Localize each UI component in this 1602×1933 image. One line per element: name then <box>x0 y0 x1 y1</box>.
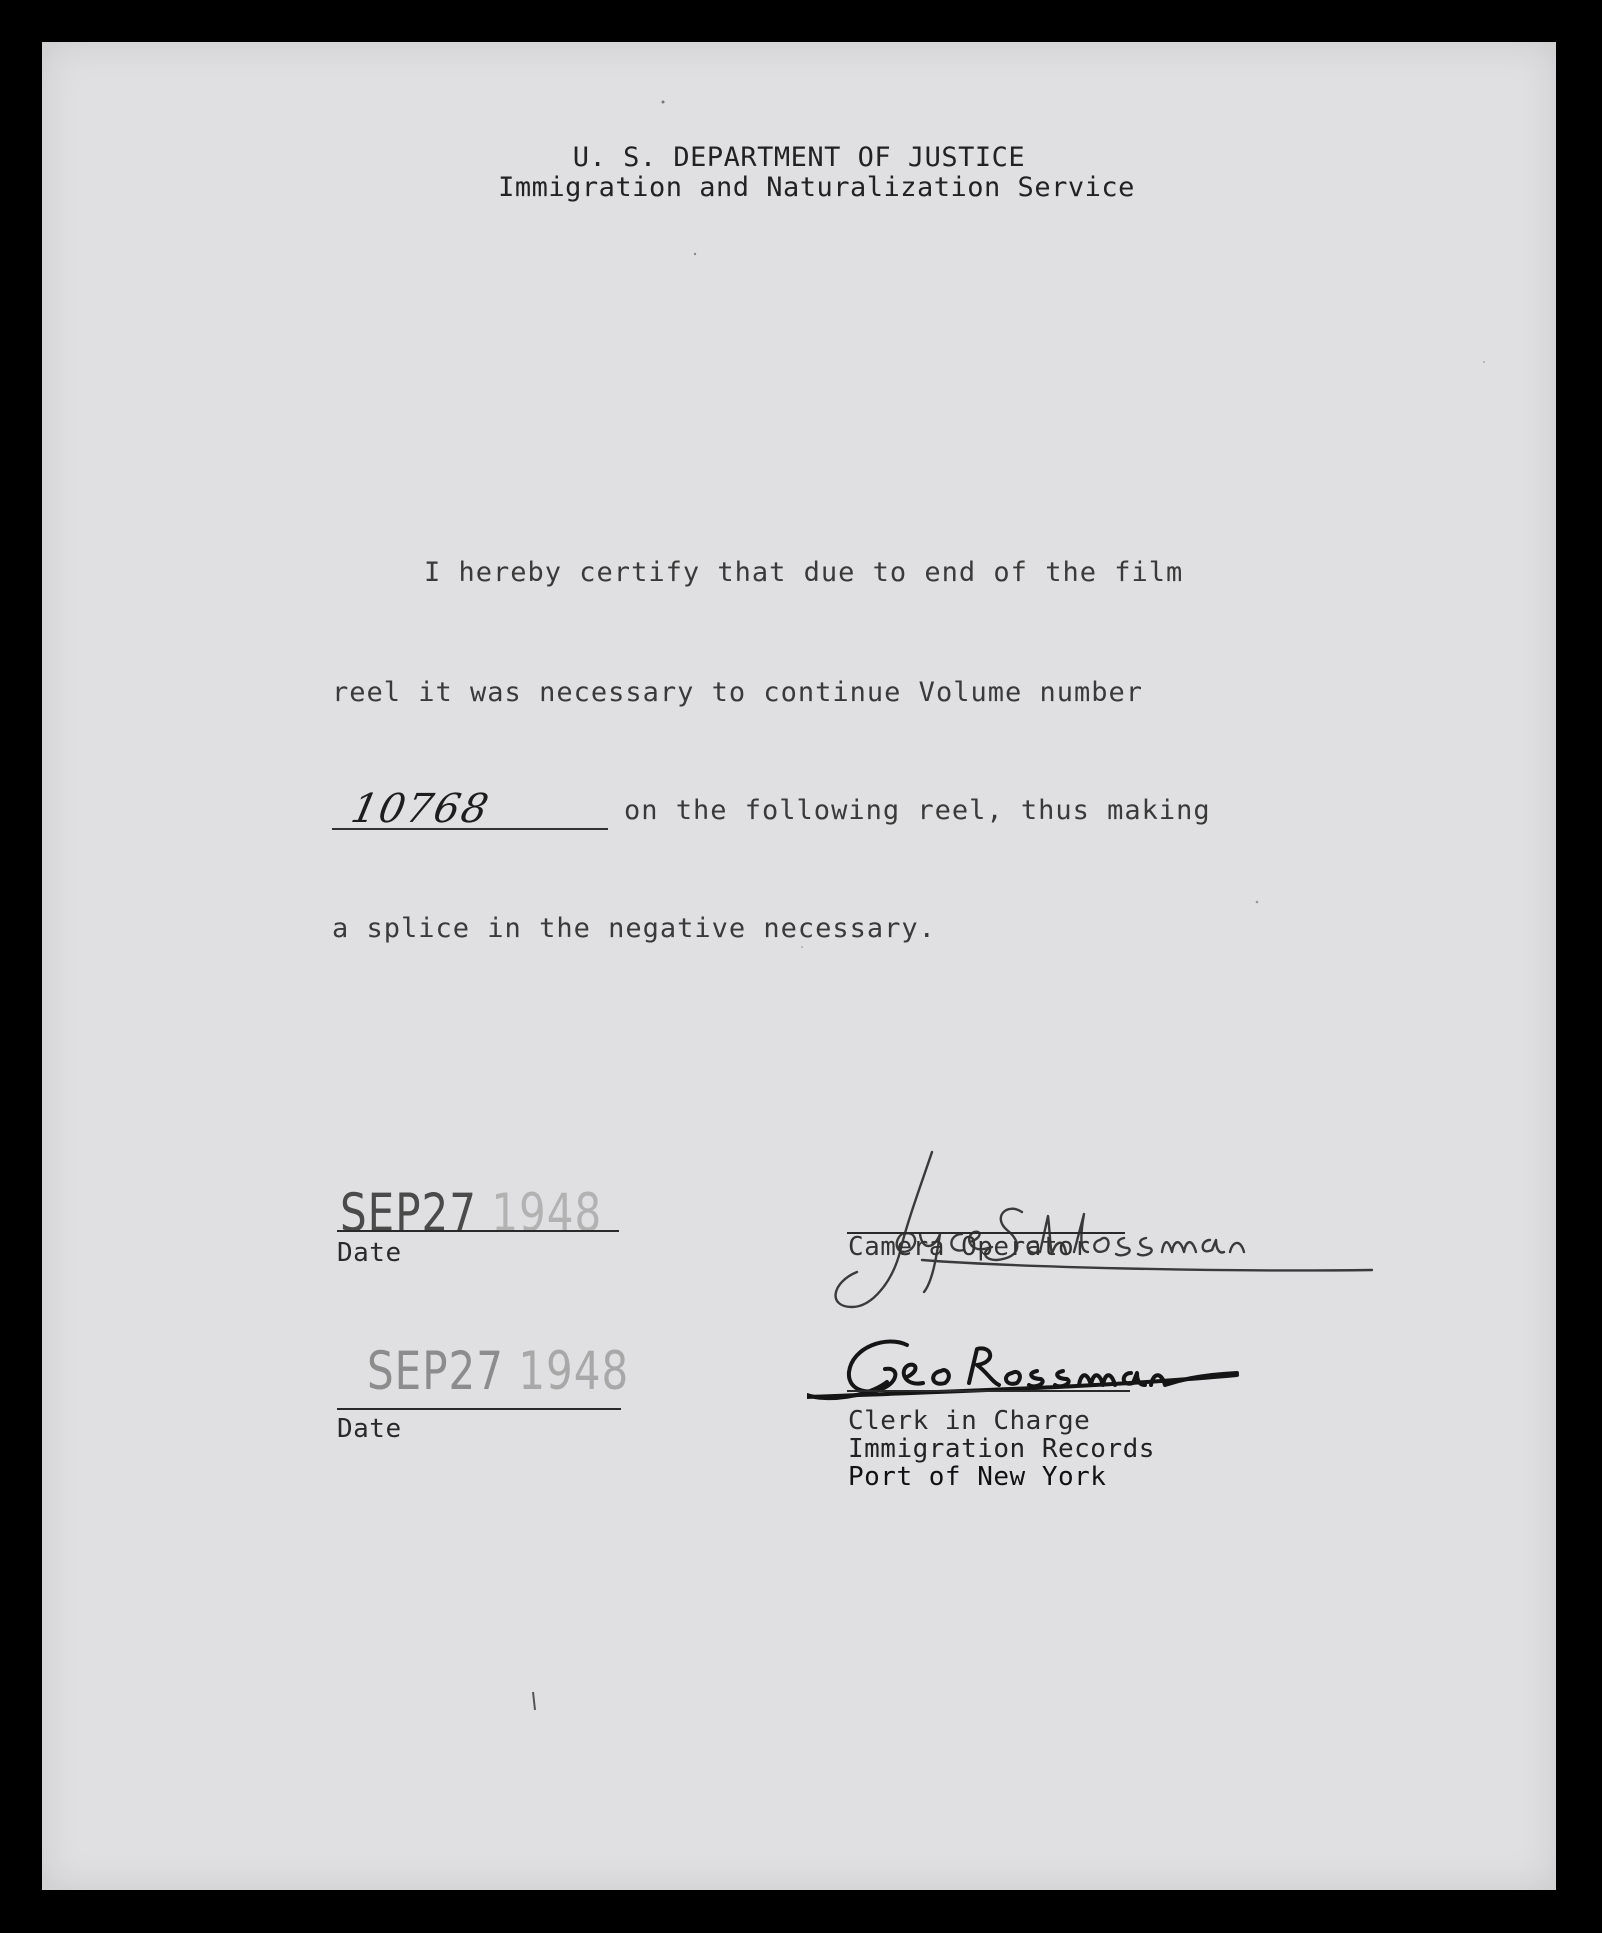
clerk-title-line-1: Clerk in Charge <box>848 1406 1091 1436</box>
camera-operator-label: Camera Operator <box>848 1232 1091 1262</box>
certification-line-1: I hereby certify that due to end of the film <box>424 557 1184 588</box>
clerk-title-line-3: Port of New York <box>848 1462 1107 1492</box>
service-heading: Immigration and Naturalization Service <box>498 172 1135 203</box>
volume-number-handwritten: 10768 <box>347 786 495 832</box>
date-label-2: Date <box>337 1414 402 1444</box>
clerk-title-line-2: Immigration Records <box>848 1434 1155 1464</box>
date-label-1: Date <box>337 1238 402 1268</box>
date-stamp-1-month-day: SEP27 <box>340 1182 477 1244</box>
date-stamp-2-month-day: SEP27 <box>367 1340 504 1402</box>
date-stamp-1-year: 1948 <box>491 1182 603 1244</box>
certification-line-4: a splice in the negative necessary. <box>332 913 936 944</box>
document-page <box>42 42 1556 1890</box>
date-stamp-2-year: 1948 <box>518 1340 630 1402</box>
certification-line-2: reel it was necessary to continue Volume number <box>332 677 1144 708</box>
paper-specks <box>42 42 1556 1890</box>
certification-line-3: on the following reel, thus making <box>624 795 1211 826</box>
department-heading: U. S. DEPARTMENT OF JUSTICE <box>572 142 1026 173</box>
